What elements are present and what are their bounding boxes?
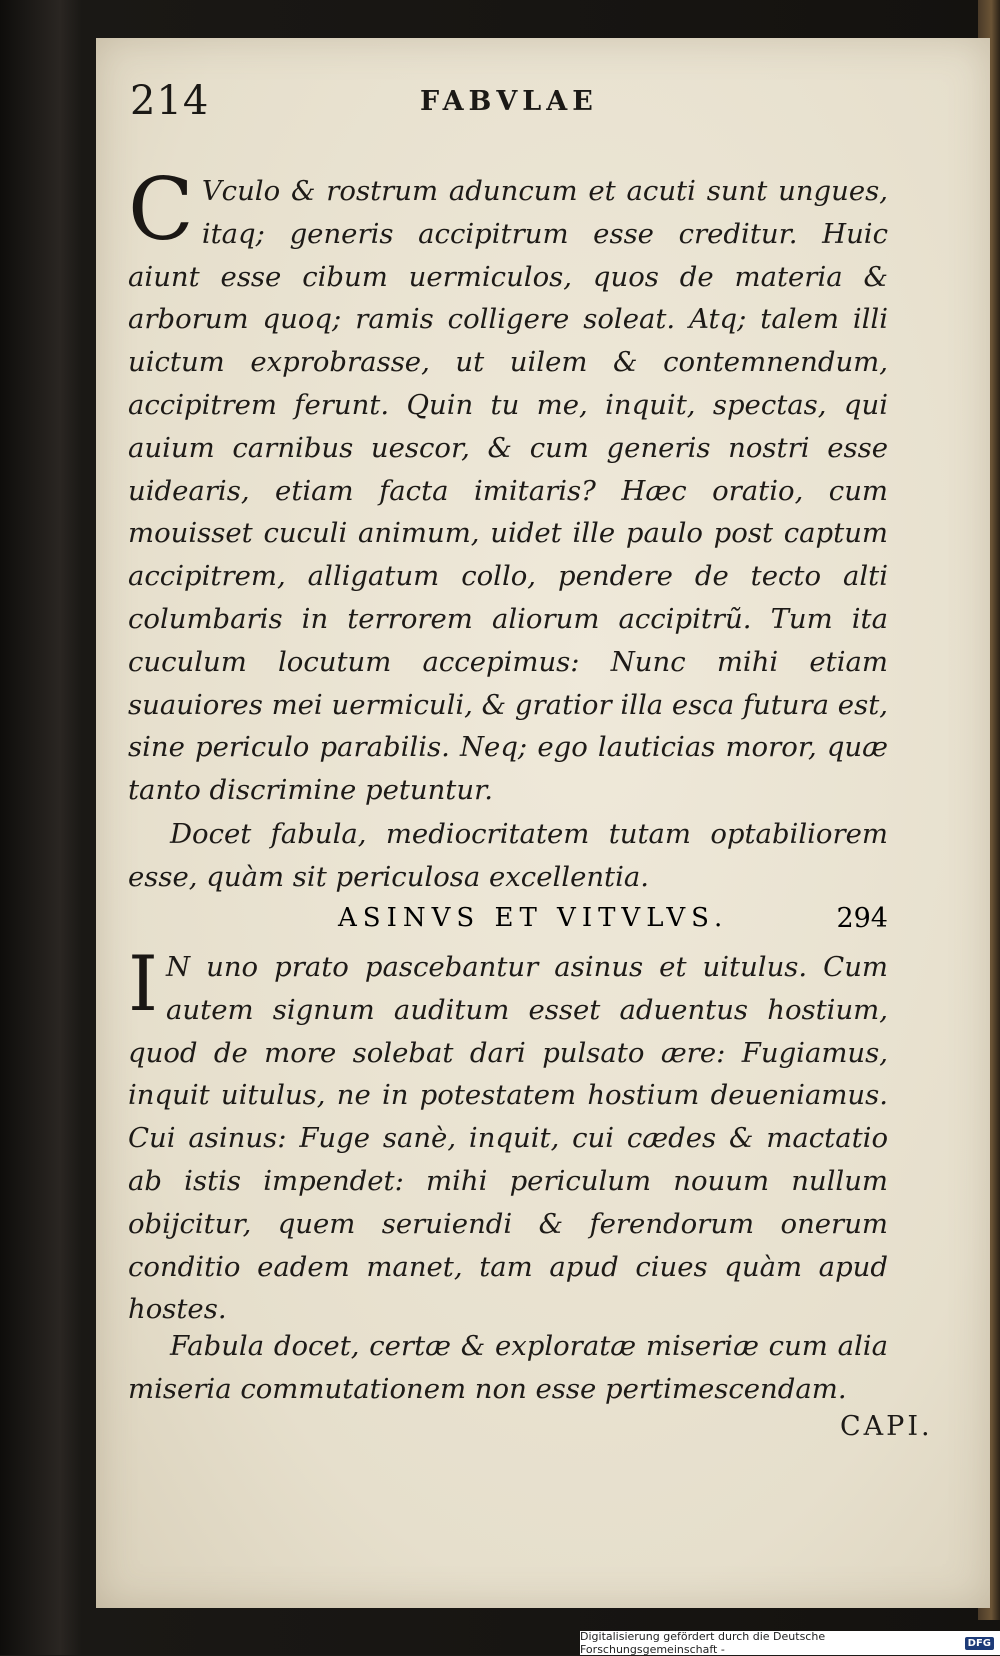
fable-body: Vculo & rostrum aduncum et acuti sunt ungues, itaq; generis accipitrum esse creditur. Huic aiunt esse cibum uermiculos, quos de materia & arborum quoq; ramis colligere soleat. Atq; talem illi uictum exprobrasse, ut uilem & contemnendum, accipitrem ferunt. Quin tu me, inquit, spectas, qui auium carnibus uescor, & cum generis nostri esse uidearis, etiam facta imitaris? Hæc oratio, cum mouisset cuculi animum, uidet ille paulo post captum accipitrem, alligatum collo, pendere de tecto alti columbaris in terrorem aliorum accipitrũ. Tum ita cuculum locutum accepimus: Nunc mihi etiam suauiores mei uermiculi, & gratior illa esca futura est, sine periculo parabilis. Neq; ego lauticias moror, quæ tanto discrimine petuntur.: [128, 175, 888, 807]
fable-body: N uno prato pascebantur asinus et uitulus. Cum autem signum auditum esset aduentus hostium, quod de more solebat dari pulsato ære: Fugiamus, inquit uitulus, ne in potestatem hostium deueniamus. Cui asinus: Fuge sanè, inquit, cui cædes & mactatio ab istis impendet: mihi periculum nouum nullum obijcitur, quem seruiendi & ferendorum onerum conditio eadem manet, tam apud ciues quàm apud hostes.: [128, 951, 888, 1326]
digitization-credit: [580, 1631, 1000, 1655]
running-head: [130, 78, 880, 138]
fable-moral: Fabula docet, certæ & exploratæ miseriæ cum alia miseria commutationem non esse pertimescendam.: [128, 1330, 888, 1405]
fable-number: 294: [836, 903, 888, 934]
drop-capital: I: [128, 939, 159, 1028]
dfg-logo: DFG: [965, 1637, 994, 1650]
fable-heading: [128, 903, 888, 943]
page-number: 214: [130, 78, 210, 124]
credit-text: Digitalisierung gefördert durch die Deutsche Forschungsgemeinschaft -: [580, 1630, 826, 1656]
running-title: FABVLAE: [420, 86, 598, 117]
fable-title: ASINVS ET VITVLVS.: [338, 903, 729, 933]
fable-moral: Docet fabula, mediocritatem tutam optabiliorem esse, quàm sit periculosa excellentia.: [128, 818, 888, 893]
fable-text: [128, 939, 888, 1331]
drop-capital: C: [128, 160, 194, 260]
fable-text: [128, 160, 888, 812]
catchword: CAPI.: [840, 1411, 933, 1442]
